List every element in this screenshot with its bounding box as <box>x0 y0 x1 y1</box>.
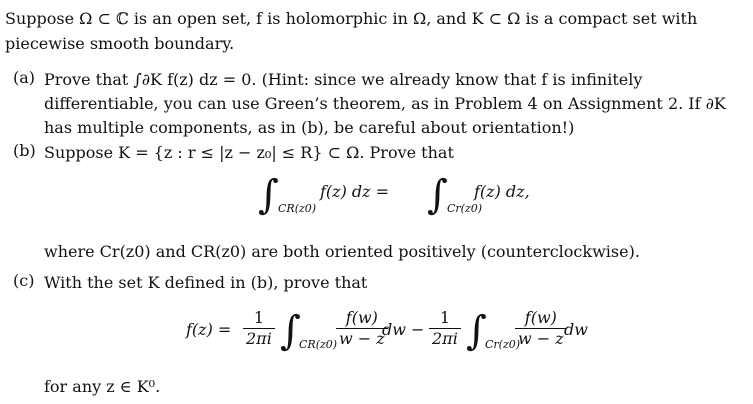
dw: dw <box>564 320 588 339</box>
contour-Cr-subscript: Cr(z0) <box>447 202 483 215</box>
part-b-label: (b) <box>13 141 36 160</box>
part-b-equation <box>0 172 753 222</box>
problem-intro: Suppose Ω ⊂ ℂ is an open set, f is holomorphic in Ω, and K ⊂ Ω is a compact set with piecewise smooth boundary. <box>5 9 698 53</box>
fraction-fw-over-w-minus-z: $\frac{f(w)}{w - z}$ <box>333 308 391 349</box>
dw-minus: dw − <box>382 320 425 339</box>
integral-sign: ∫ <box>466 308 487 354</box>
contour-Cr-subscript: Cr(z0) <box>485 338 521 351</box>
lhs-fz: f(z) = <box>186 320 232 339</box>
part-a-text: Prove that ∫∂K f(z) dz = 0. (Hint: since we already know that f is infinitely differentiable, you can use Green’s theorem, as in Problem 4 on Assignment 2. If ∂K has multiple components, as in (b), be careful about orientation!) <box>44 70 726 137</box>
part-c-label: (c) <box>13 271 35 290</box>
part-b-orientation-note: where Cr(z0) and CR(z0) are both oriented positively (counterclockwise). <box>44 242 640 261</box>
integral-sign: ∫ <box>280 308 301 354</box>
contour-CR-subscript: CR(z0) <box>278 202 317 215</box>
lhs-integrand: f(z) dz = <box>320 182 390 201</box>
part-c-intro: With the set K defined in (b), prove that <box>44 273 368 292</box>
cauchy-formula-equation <box>0 308 753 364</box>
fraction-1-over-2pii: $\frac{1}{2\pi i}$ <box>240 308 278 349</box>
integral-sign: ∫ <box>258 172 279 218</box>
fraction-1-over-2pii: $\frac{1}{2\pi i}$ <box>426 308 464 349</box>
fraction-fw-over-w-minus-z: $\frac{f(w)}{w - z}$ <box>512 308 570 349</box>
part-c-domain-note: for any z ∈ K⁰. <box>44 377 161 396</box>
part-b-intro: Suppose K = {z : r ≤ |z − z₀| ≤ R} ⊂ Ω. Prove that <box>44 143 454 162</box>
contour-CR-subscript: CR(z0) <box>299 338 338 351</box>
integral-sign: ∫ <box>427 172 448 218</box>
rhs-integrand: f(z) dz, <box>474 182 530 201</box>
part-a-label: (a) <box>13 68 36 87</box>
